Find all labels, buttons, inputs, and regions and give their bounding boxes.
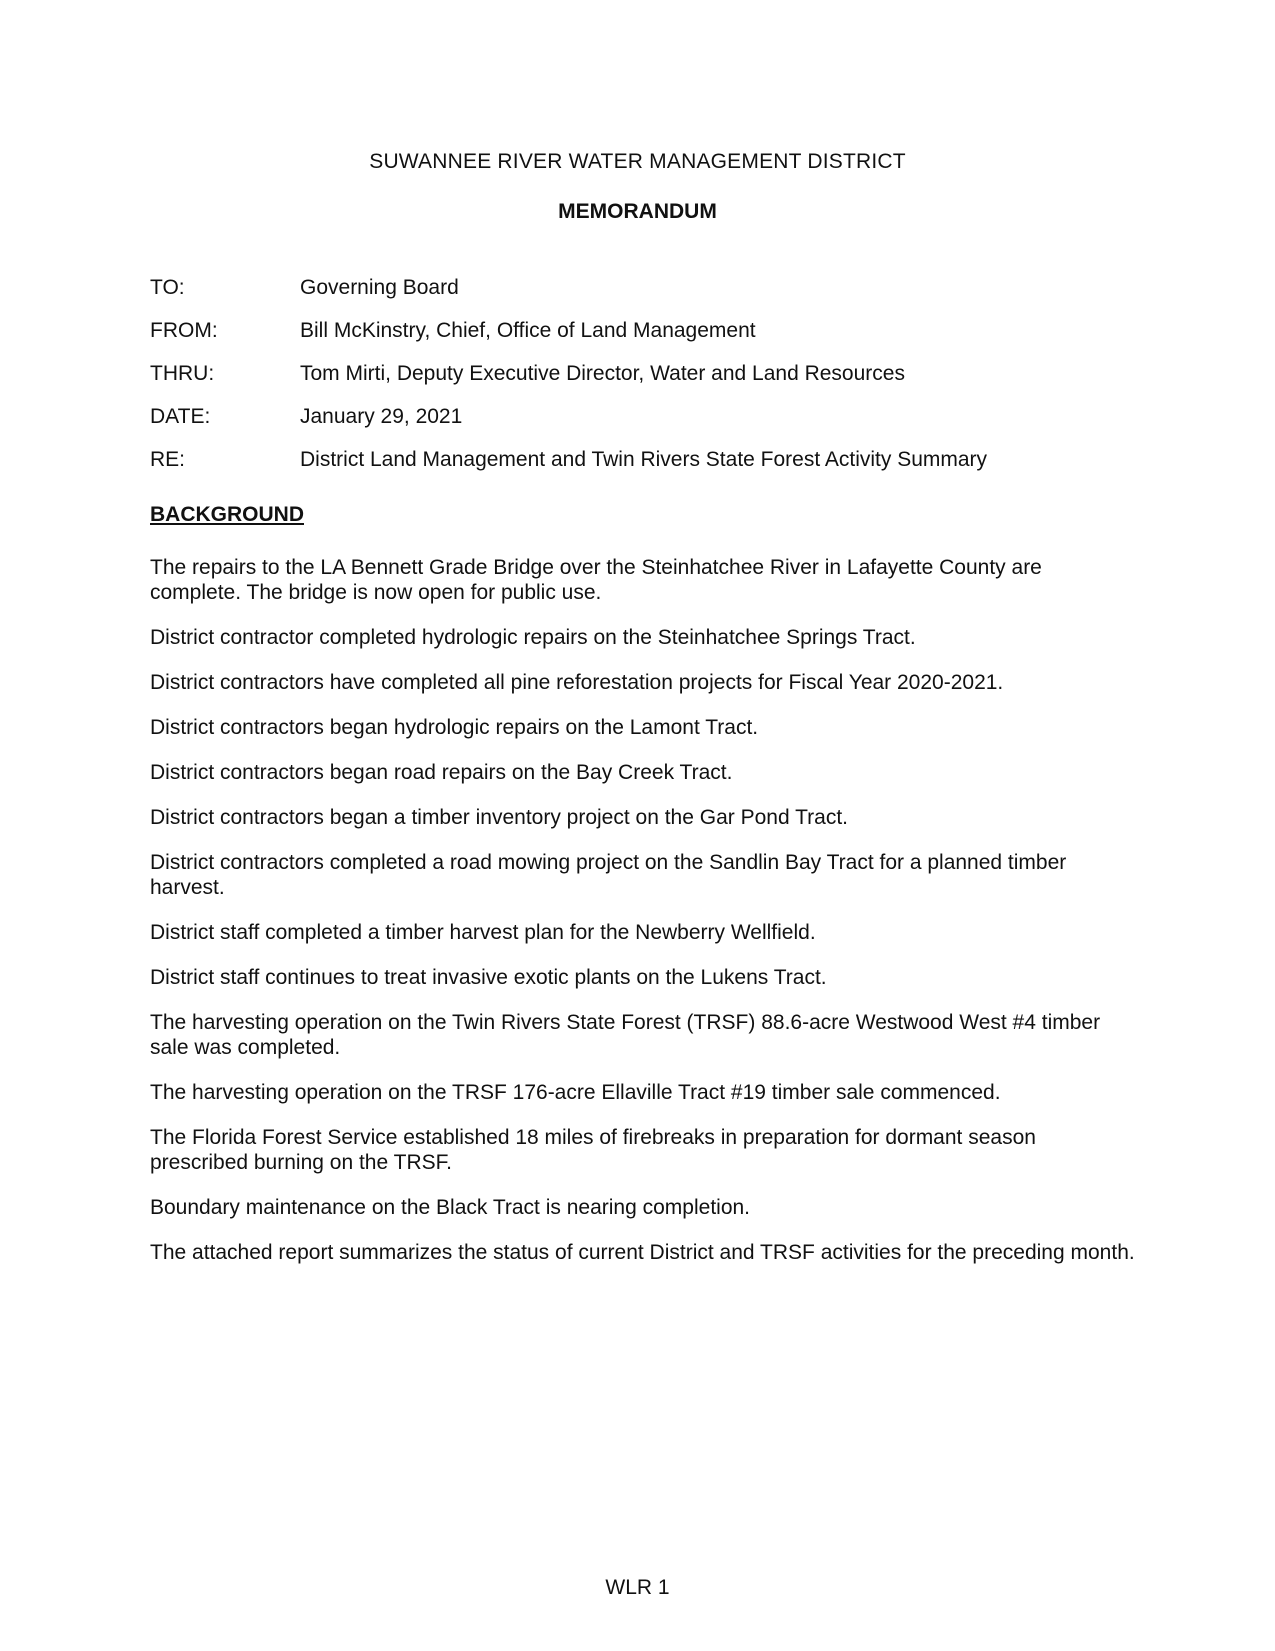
memo-body [150,555,1135,1285]
paragraph: The attached report summarizes the status of current District and TRSF activities for the preceding month. [150,1241,1135,1264]
field-label: DATE: [150,405,211,428]
memo-header-fields [150,276,1150,491]
paragraph: The harvesting operation on the TRSF 176-acre Ellaville Tract #19 timber sale commenced. [150,1081,1001,1104]
paragraph: District contractor completed hydrologic repairs on the Steinhatchee Springs Tract. [150,626,916,649]
section-heading-background: BACKGROUND [150,503,304,526]
paragraph: District staff completed a timber harvest plan for the Newberry Wellfield. [150,921,816,944]
paragraph: District contractors began hydrologic repairs on the Lamont Tract. [150,716,759,739]
field-label: THRU: [150,362,215,385]
paragraph: The harvesting operation on the Twin Rivers State Forest (TRSF) 88.6-acre Westwood West #4 timber sale was completed. [150,1011,1101,1059]
field-label: RE: [150,448,186,471]
memo-field-re [150,448,1150,491]
paragraph: District contractors completed a road mowing project on the Sandlin Bay Tract for a planned timber harvest. [150,851,1067,899]
paragraph: District contractors began a timber inventory project on the Gar Pond Tract. [150,806,848,829]
field-label: FROM: [150,319,218,342]
field-value: Bill McKinstry, Chief, Office of Land Management [300,319,756,342]
paragraph: The Florida Forest Service established 18 miles of firebreaks in preparation for dormant season prescribed burning on the TRSF. [150,1126,1036,1174]
memo-field-to [150,276,1150,319]
field-value: Governing Board [300,276,459,299]
paragraph: Boundary maintenance on the Black Tract is nearing completion. [150,1196,751,1219]
paragraph: District contractors have completed all pine reforestation projects for Fiscal Year 2020-2021. [150,671,1004,694]
page-footer-label: WLR 1 [605,1576,670,1599]
paragraph: District contractors began road repairs on the Bay Creek Tract. [150,761,733,784]
field-value: Tom Mirti, Deputy Executive Director, Water and Land Resources [300,362,905,385]
field-label: TO: [150,276,185,299]
memo-field-from [150,319,1150,362]
paragraph: The repairs to the LA Bennett Grade Bridge over the Steinhatchee River in Lafayette County are complete. The bridge is now open for public use. [150,556,1042,604]
field-value: January 29, 2021 [300,405,463,428]
field-value: District Land Management and Twin Rivers State Forest Activity Summary [300,448,988,471]
paragraph: District staff continues to treat invasive exotic plants on the Lukens Tract. [150,966,827,989]
memo-title: MEMORANDUM [558,200,717,223]
memo-field-thru [150,362,1150,405]
organization-name: SUWANNEE RIVER WATER MANAGEMENT DISTRICT [369,150,906,173]
memo-field-date [150,405,1150,448]
